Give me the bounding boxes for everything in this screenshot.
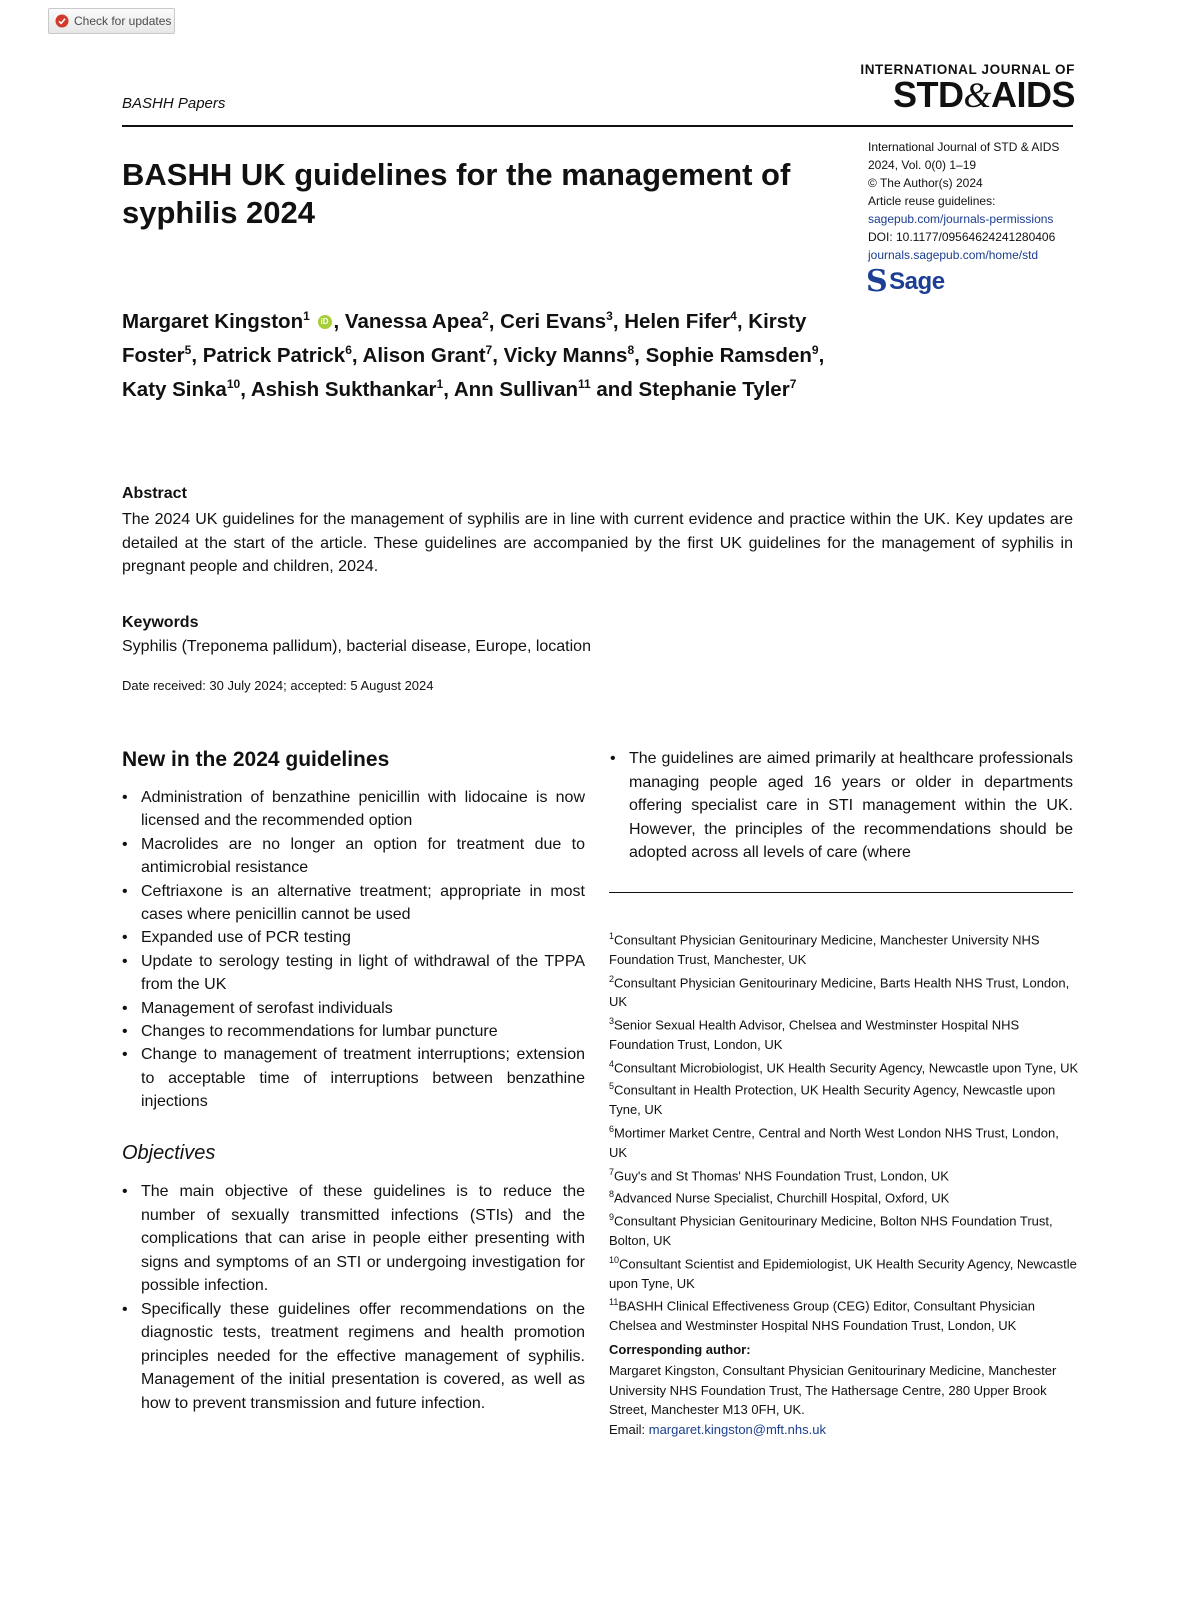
corresponding-text: Margaret Kingston, Consultant Physician Genitourinary Medicine, Manchester University NHS Foundation Trust, The Hathersage Centre, 280 Upper Brook Street, Manchester M13 0FH, UK. (609, 1363, 1057, 1418)
author-affiliation-number: 8 (627, 342, 635, 357)
new-guidelines-item: • Administration of benzathine penicillin with lidocaine is now licensed and the recommended option (122, 786, 585, 833)
objectives-item: • The main objective of these guidelines is to reduce the number of sexually transmitted infections (STIs) and the complications that can arise in people either presenting with signs and symptoms of an STI or undergoing investigation for possible infection. (122, 1180, 585, 1298)
author-name: Ashish Sukthankar (250, 377, 437, 401)
author-name: Stephanie Tyler (638, 377, 790, 401)
orcid-icon[interactable]: iD (318, 315, 332, 329)
check-for-updates-icon (55, 14, 69, 28)
affiliation-number: 3 (609, 1016, 615, 1027)
journal-logo-aids: AIDS (990, 74, 1075, 115)
section-label: BASHH Papers (122, 95, 226, 112)
affiliation-number: 1 (609, 931, 615, 941)
corresponding-details (609, 1361, 1079, 1439)
author-affiliation-number: 4 (730, 309, 737, 323)
author-name: Katy Sinka (122, 377, 227, 401)
author-list (122, 302, 842, 403)
author-separator: , (443, 377, 454, 401)
email-label: Email: (609, 1421, 649, 1437)
author-affiliation-number: 1 (303, 309, 310, 323)
affiliation-item (609, 970, 1079, 1013)
journal-home-link[interactable]: journals.sagepub.com/home/std (868, 248, 1039, 262)
affiliation-item (609, 927, 1079, 970)
new-guidelines-list (122, 786, 585, 1114)
author-affiliation-number: 5 (184, 342, 192, 357)
author-separator: , (240, 377, 251, 401)
dates-line: Date received: 30 July 2024; accepted: 5 August 2024 (122, 678, 434, 693)
author-separator: , (818, 343, 825, 367)
author-name: Vanessa Apea (344, 309, 483, 333)
author-separator: , (333, 309, 345, 333)
email-link[interactable]: margaret.kingston@mft.nhs.uk (648, 1421, 826, 1437)
author-name: Ceri Evans (500, 309, 607, 333)
keywords-heading: Keywords (122, 614, 199, 631)
affiliation-item (609, 1120, 1079, 1163)
new-guidelines-item: • Change to management of treatment interruptions; extension to acceptable time of interruptions between benzathine injections (122, 1043, 585, 1113)
affiliation-number: 9 (609, 1212, 615, 1223)
new-guidelines-heading: New in the 2024 guidelines (122, 748, 390, 771)
sage-logo-mark: S (866, 264, 888, 299)
affiliation-number: 4 (609, 1058, 615, 1069)
affiliation-item (609, 1293, 1079, 1336)
author-affiliation-number: 9 (811, 342, 819, 357)
affiliation-number: 10 (609, 1254, 620, 1265)
author-affiliation-number: 1 (436, 376, 444, 391)
author-separator: , (612, 309, 625, 333)
sage-logo (866, 264, 945, 299)
affiliation-number: 7 (609, 1166, 615, 1177)
new-guidelines-item: • Expanded use of PCR testing (122, 926, 585, 949)
author-name: Ann Sullivan (453, 377, 579, 401)
author-name: Margaret Kingston (122, 309, 304, 333)
author-affiliation-number: 11 (578, 376, 591, 391)
affiliation-item (609, 1208, 1079, 1251)
affiliation-text: Consultant Physician Genitourinary Medicine, Barts Health NHS Trust, London, UK (609, 974, 1070, 1010)
author-name: Kirsty Foster (122, 309, 807, 367)
author-affiliation-number: 2 (482, 309, 489, 323)
affiliation-number: 11 (609, 1297, 619, 1308)
right-column-list (610, 747, 1073, 865)
keywords-text: Syphilis (Treponema pallidum), bacterial disease, Europe, location (122, 638, 591, 655)
affiliation-text: BASHH Clinical Effectiveness Group (CEG) Editor, Consultant Physician Chelsea and Westminster Hospital NHS Foundation Trust, London, UK (609, 1298, 1035, 1334)
objectives-list (122, 1180, 585, 1415)
affiliations-list (609, 927, 1079, 1336)
journal-logo (855, 62, 1075, 113)
article-meta (868, 138, 1088, 264)
author-separator: , (492, 343, 504, 367)
header-rule (122, 125, 1073, 127)
author-separator: and (590, 377, 639, 401)
affiliation-text: Senior Sexual Health Advisor, Chelsea and Westminster Hospital NHS Foundation Trust, London, UK (609, 1017, 1020, 1052)
author-separator: , (351, 343, 363, 367)
affiliation-number: 6 (609, 1123, 615, 1134)
author-affiliation-number: 6 (345, 342, 352, 357)
abstract-text: The 2024 UK guidelines for the management of syphilis are in line with current evidence and practice within the UK. Key updates are detailed at the start of the article. These guidelines are accompanied by the first UK guidelines for the management of syphilis in pregnant people and children, 2024. (122, 511, 1073, 575)
new-guidelines-item: • Changes to recommendations for lumbar puncture (122, 1020, 585, 1043)
author-affiliation-number: 10 (226, 376, 241, 391)
affiliation-text: Consultant Physician Genitourinary Medicine, Manchester University NHS Foundation Trust, Manchester, UK (609, 932, 1040, 967)
journal-logo-line1: INTERNATIONAL JOURNAL OF (860, 62, 1075, 77)
meta-copyright: © The Author(s) 2024 (868, 176, 983, 190)
author-separator: , (634, 343, 646, 367)
journal-logo-std: STD (892, 74, 964, 115)
meta-journal: International Journal of STD & AIDS (868, 140, 1060, 154)
abstract-heading: Abstract (122, 485, 187, 502)
affiliation-item (609, 1163, 1079, 1186)
objectives-item: • Specifically these guidelines offer recommendations on the diagnostic tests, treatment regimens and health promotion principles needed for the effective management of syphilis. Management of the initial presentation is covered, as well as how to prevent transmission and future infection. (122, 1298, 585, 1416)
affiliation-text: Consultant in Health Protection, UK Health Security Agency, Newcastle upon Tyne, UK (609, 1082, 1056, 1118)
check-for-updates-button[interactable] (48, 8, 175, 34)
right-column-item: • The guidelines are aimed primarily at healthcare professionals managing people aged 16 years or older in departments offering specialist care in STI management within the UK. However, the principles of the recommendations should be adopted across all levels of care (where (610, 747, 1073, 865)
affiliation-text: Consultant Scientist and Epidemiologist, UK Health Security Agency, Newcastle upon Tyne, UK (609, 1256, 1077, 1291)
author-separator: , (736, 309, 749, 333)
new-guidelines-item: • Update to serology testing in light of withdrawal of the TPPA from the UK (122, 950, 585, 997)
journal-logo-amp: & (963, 75, 991, 115)
affiliation-number: 5 (609, 1081, 615, 1092)
affiliation-item (609, 1185, 1079, 1208)
corresponding-heading: Corresponding author: (609, 1342, 751, 1357)
author-affiliation-number: 7 (789, 376, 797, 391)
author-name: Patrick Patrick (202, 343, 346, 367)
author-name: Sophie Ramsden (645, 343, 812, 367)
check-for-updates-label: Check for updates (74, 14, 172, 28)
new-guidelines-item: • Management of serofast individuals (122, 997, 585, 1020)
footnote-rule (609, 892, 1073, 893)
sage-logo-name: Sage (889, 267, 945, 295)
article-title: BASHH UK guidelines for the management of syphilis 2024 (122, 157, 791, 230)
author-name: Vicky Manns (503, 343, 628, 367)
author-name: Alison Grant (362, 343, 486, 367)
affiliation-text: Advanced Nurse Specialist, Churchill Hospital, Oxford, UK (614, 1190, 950, 1206)
author-affiliation-number: 7 (485, 342, 493, 357)
affiliation-number: 8 (609, 1189, 615, 1200)
journal-logo-main (855, 74, 1075, 115)
author-name: Helen Fifer (624, 309, 731, 333)
affiliation-number: 2 (609, 973, 615, 984)
affiliation-text: Mortimer Market Centre, Central and North West London NHS Trust, London, UK (609, 1125, 1059, 1160)
affiliation-text: Consultant Microbiologist, UK Health Security Agency, Newcastle upon Tyne, UK (614, 1059, 1079, 1075)
affiliation-item (609, 1251, 1079, 1294)
meta-doi: DOI: 10.1177/09564624241280406 (868, 230, 1056, 244)
meta-reuse-label: Article reuse guidelines: (868, 194, 996, 208)
objectives-heading: Objectives (122, 1142, 216, 1164)
reuse-link[interactable]: sagepub.com/journals-permissions (868, 212, 1054, 226)
new-guidelines-item: • Macrolides are no longer an option for treatment due to antimicrobial resistance (122, 833, 585, 880)
author-affiliation-number: 3 (606, 309, 613, 323)
author-separator: , (191, 343, 203, 367)
affiliation-text: Consultant Physician Genitourinary Medicine, Bolton NHS Foundation Trust, Bolton, UK (609, 1213, 1053, 1249)
author-separator: , (488, 309, 501, 333)
new-guidelines-item: • Ceftriaxone is an alternative treatment; appropriate in most cases where penicillin cannot be used (122, 880, 585, 927)
affiliation-text: Guy's and St Thomas' NHS Foundation Trust, London, UK (614, 1167, 949, 1183)
affiliation-item (609, 1012, 1079, 1055)
affiliation-item (609, 1055, 1079, 1078)
meta-volume: 2024, Vol. 0(0) 1–19 (868, 158, 977, 172)
affiliation-item (609, 1077, 1079, 1120)
